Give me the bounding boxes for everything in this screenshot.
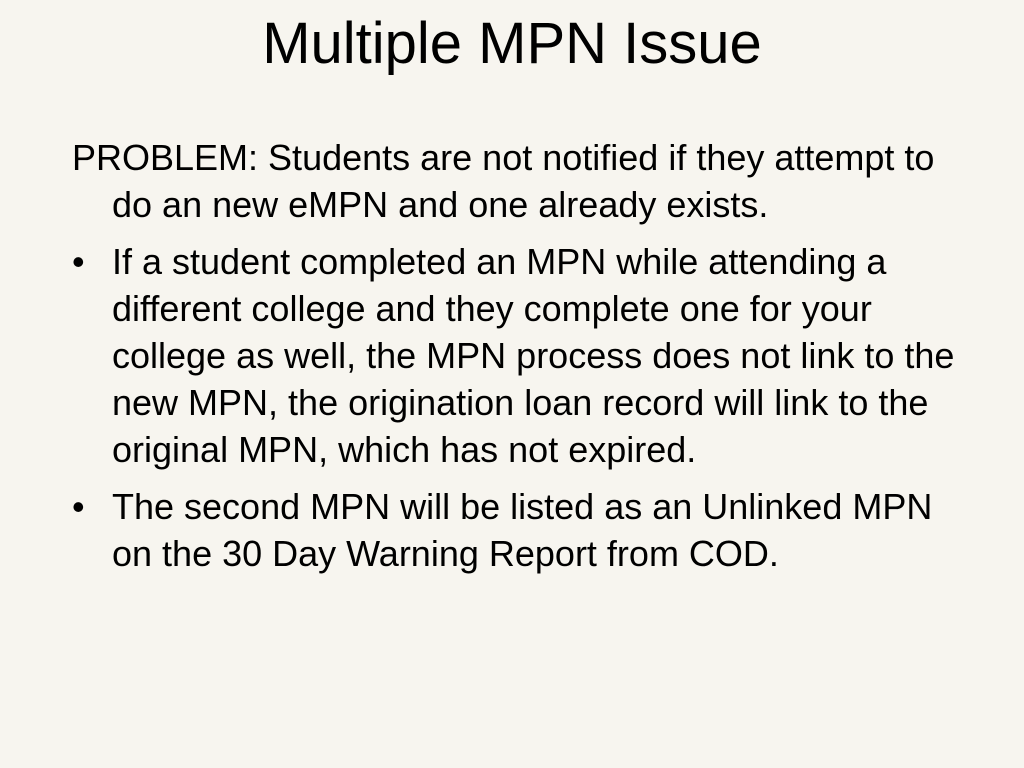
bullet-text: The second MPN will be listed as an Unlinked MPN on the 30 Day Warning Report from COD.: [112, 486, 933, 574]
bullet-icon: •: [72, 241, 85, 282]
problem-text: PROBLEM: Students are not notified if they attempt to do an new eMPN and one already exists.: [72, 137, 935, 225]
bullet-item: [72, 238, 972, 473]
bullet-item: [72, 483, 972, 577]
slide-body: [72, 134, 972, 587]
bullet-icon: •: [72, 486, 85, 527]
slide-title: Multiple MPN Issue: [262, 11, 762, 76]
problem-statement: [72, 134, 972, 228]
bullet-text: If a student completed an MPN while attending a different college and they complete one for your college as well, the MPN process does not link to the new MPN, the origination loan record will link to the original MPN, which has not expired.: [112, 241, 955, 470]
